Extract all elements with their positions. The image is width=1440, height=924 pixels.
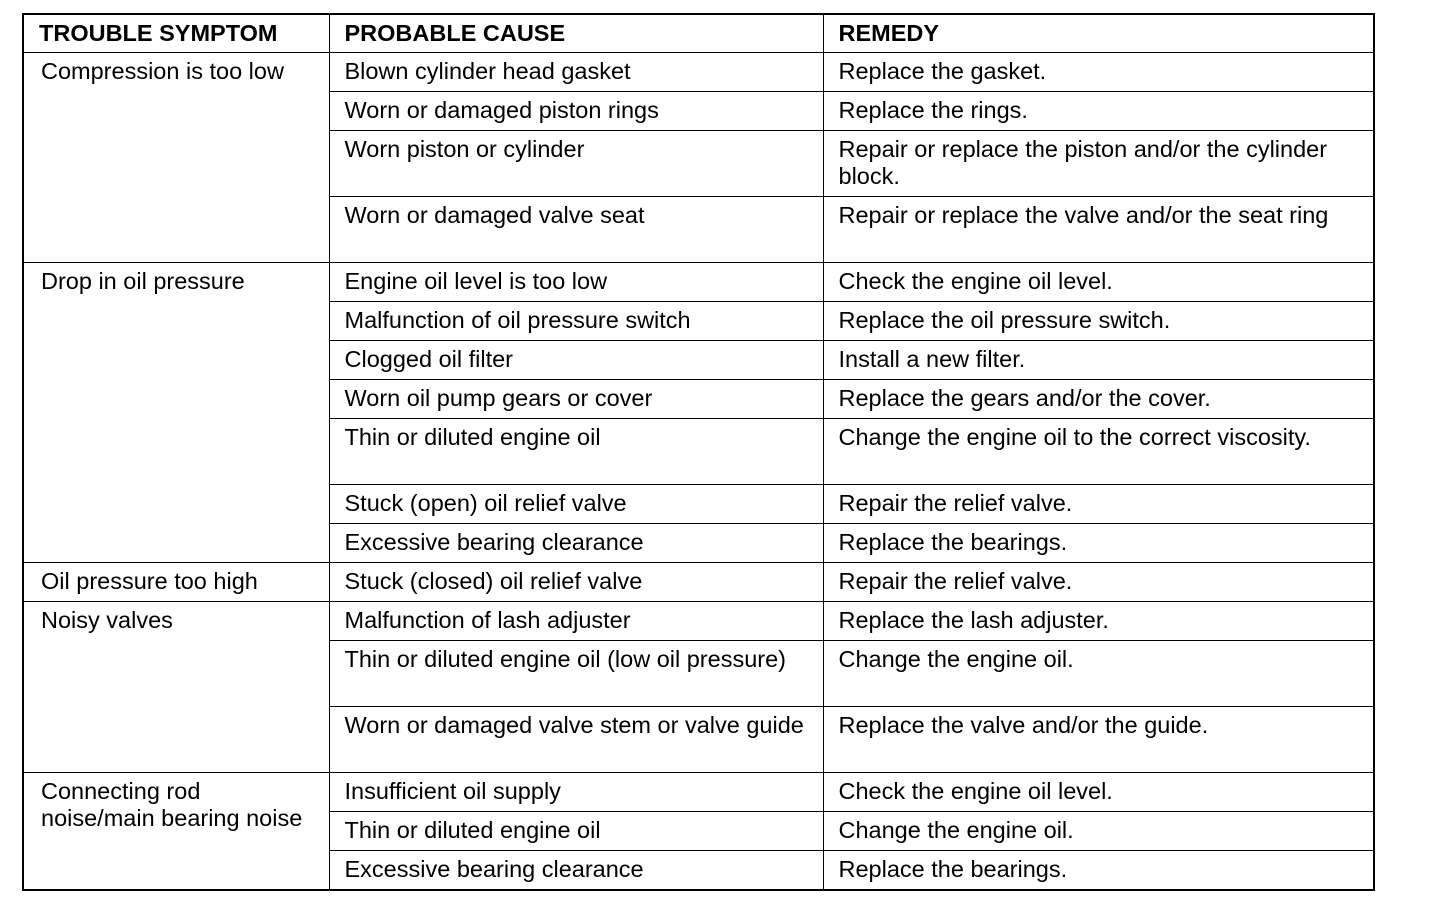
- cause-cell: Excessive bearing clearance: [329, 851, 823, 891]
- remedy-cell: Replace the oil pressure switch.: [823, 302, 1374, 341]
- remedy-cell: Repair or replace the valve and/or the seat ring: [823, 197, 1374, 263]
- header-probable-cause: PROBABLE CAUSE: [329, 14, 823, 53]
- cause-cell: Thin or diluted engine oil (low oil pressure): [329, 641, 823, 707]
- remedy-cell: Replace the bearings.: [823, 524, 1374, 563]
- troubleshooting-table: [22, 13, 1375, 891]
- table-row: [23, 263, 1374, 302]
- remedy-cell: Install a new filter.: [823, 341, 1374, 380]
- remedy-cell: Repair or replace the piston and/or the cylinder block.: [823, 131, 1374, 197]
- cause-cell: Worn piston or cylinder: [329, 131, 823, 197]
- cause-cell: Worn or damaged valve stem or valve guide: [329, 707, 823, 773]
- cause-cell: Malfunction of oil pressure switch: [329, 302, 823, 341]
- remedy-cell: Replace the gasket.: [823, 53, 1374, 92]
- remedy-cell: Change the engine oil to the correct viscosity.: [823, 419, 1374, 485]
- cause-cell: Worn or damaged valve seat: [329, 197, 823, 263]
- remedy-cell: Replace the lash adjuster.: [823, 602, 1374, 641]
- remedy-cell: Repair the relief valve.: [823, 563, 1374, 602]
- symptom-cell: Connecting rod noise/main bearing noise: [23, 773, 329, 891]
- header-trouble-symptom: TROUBLE SYMPTOM: [23, 14, 329, 53]
- header-row: [23, 14, 1374, 53]
- table-row: [23, 602, 1374, 641]
- remedy-cell: Replace the gears and/or the cover.: [823, 380, 1374, 419]
- cause-cell: Worn oil pump gears or cover: [329, 380, 823, 419]
- table-row: [23, 53, 1374, 92]
- remedy-cell: Change the engine oil.: [823, 812, 1374, 851]
- cause-cell: Worn or damaged piston rings: [329, 92, 823, 131]
- symptom-cell: Noisy valves: [23, 602, 329, 773]
- cause-cell: Malfunction of lash adjuster: [329, 602, 823, 641]
- cause-cell: Thin or diluted engine oil: [329, 419, 823, 485]
- remedy-cell: Check the engine oil level.: [823, 773, 1374, 812]
- remedy-cell: Check the engine oil level.: [823, 263, 1374, 302]
- symptom-cell: Drop in oil pressure: [23, 263, 329, 563]
- remedy-cell: Replace the valve and/or the guide.: [823, 707, 1374, 773]
- header-remedy: REMEDY: [823, 14, 1374, 53]
- table-row: [23, 773, 1374, 812]
- remedy-cell: Repair the relief valve.: [823, 485, 1374, 524]
- cause-cell: Insufficient oil supply: [329, 773, 823, 812]
- cause-cell: Engine oil level is too low: [329, 263, 823, 302]
- symptom-cell: Oil pressure too high: [23, 563, 329, 602]
- table-row: [23, 563, 1374, 602]
- cause-cell: Excessive bearing clearance: [329, 524, 823, 563]
- cause-cell: Blown cylinder head gasket: [329, 53, 823, 92]
- symptom-cell: Compression is too low: [23, 53, 329, 263]
- cause-cell: Stuck (open) oil relief valve: [329, 485, 823, 524]
- remedy-cell: Replace the rings.: [823, 92, 1374, 131]
- remedy-cell: Change the engine oil.: [823, 641, 1374, 707]
- remedy-cell: Replace the bearings.: [823, 851, 1374, 891]
- cause-cell: Clogged oil filter: [329, 341, 823, 380]
- cause-cell: Thin or diluted engine oil: [329, 812, 823, 851]
- cause-cell: Stuck (closed) oil relief valve: [329, 563, 823, 602]
